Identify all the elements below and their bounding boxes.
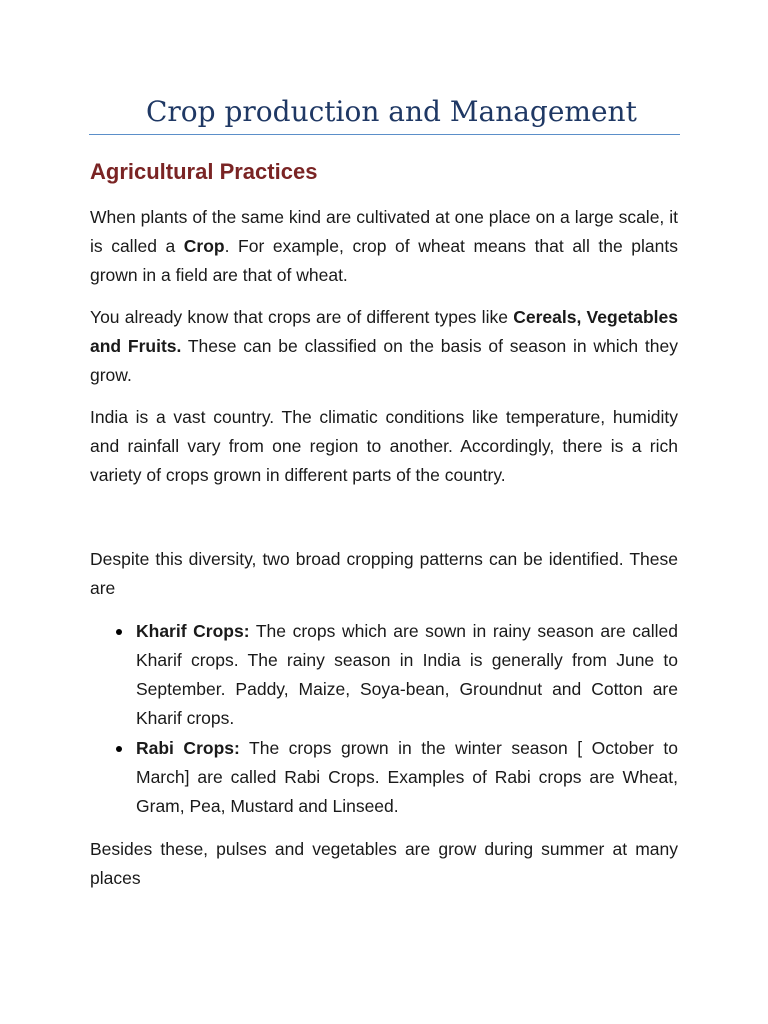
paragraph-crop-definition bbox=[90, 203, 678, 290]
section-heading: Agricultural Practices bbox=[90, 159, 318, 184]
title-underline bbox=[89, 134, 680, 135]
list-item-rabi bbox=[90, 734, 678, 821]
list-item-kharif bbox=[90, 617, 678, 733]
paragraph-cropping-patterns: Despite this diversity, two broad cropping patterns can be identified. These are bbox=[90, 549, 678, 598]
paragraph-text: These can be classified on the basis of season in which they grow. bbox=[90, 336, 678, 385]
paragraph-india-climate: India is a vast country. The climatic conditions like temperature, humidity and rainfall vary from one region to another. Accordingly, there is a rich variety of crops grown in different parts of the country. bbox=[90, 407, 678, 485]
paragraph-crop-types bbox=[90, 303, 678, 390]
paragraph-summer-crops: Besides these, pulses and vegetables are grow during summer at many places bbox=[90, 839, 678, 888]
cropping-patterns-list bbox=[90, 617, 678, 821]
document-title: Crop production and Management bbox=[146, 95, 637, 128]
bold-term-crop: Crop bbox=[183, 236, 225, 256]
bullet-term: Rabi Crops: bbox=[136, 738, 240, 758]
paragraph-text: . For example, crop of wheat means that all the plants grown in a field are that of wheat. bbox=[90, 236, 678, 285]
bullet-text: The crops which are sown in rainy season are called Kharif crops. The rainy season in India is generally from June to September. Paddy, Maize, Soya-bean, Groundnut and Cotton are Kharif crops. bbox=[136, 621, 679, 728]
bullet-text: The crops grown in the winter season [ October to March] are called Rabi Crops. Examples of Rabi crops are Wheat, Gram, Pea, Mustard and Linseed. bbox=[136, 738, 678, 816]
bullet-term: Kharif Crops: bbox=[136, 621, 250, 641]
bold-term-crop-types: Cereals, Vegetables and Fruits. bbox=[90, 307, 678, 356]
bullet-icon bbox=[116, 746, 122, 752]
bullet-icon bbox=[116, 629, 122, 635]
paragraph-text: When plants of the same kind are cultivated at one place on a large scale, it is called a bbox=[90, 207, 678, 256]
paragraph-text: You already know that crops are of different types like bbox=[90, 307, 514, 327]
